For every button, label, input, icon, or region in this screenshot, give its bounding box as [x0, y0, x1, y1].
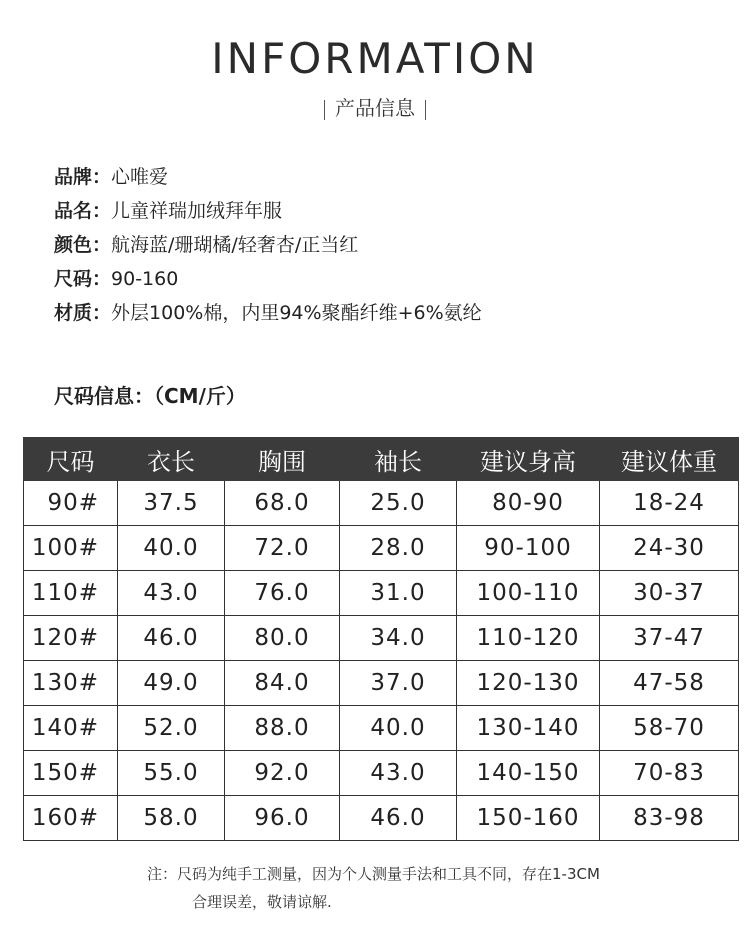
table-cell: 80.0 [225, 616, 340, 661]
table-row [24, 616, 739, 661]
info-value: 航海蓝/珊瑚橘/轻奢杏/正当红 [111, 234, 359, 256]
subtitle-text: 产品信息 [335, 96, 415, 120]
table-row [24, 661, 739, 706]
info-value: 90-160 [111, 268, 179, 290]
table-cell: 46.0 [118, 616, 225, 661]
table-cell: 24-30 [600, 526, 739, 571]
table-cell: 140# [24, 706, 118, 751]
table-header-row [24, 438, 739, 481]
table-cell: 76.0 [225, 571, 340, 616]
table-cell: 52.0 [118, 706, 225, 751]
table-cell: 130-140 [457, 706, 600, 751]
table-cell: 110# [24, 571, 118, 616]
table-row [24, 526, 739, 571]
table-cell: 72.0 [225, 526, 340, 571]
table-cell: 30-37 [600, 571, 739, 616]
table-cell: 150-160 [457, 796, 600, 841]
table-cell: 43.0 [118, 571, 225, 616]
table-cell: 25.0 [340, 481, 457, 526]
column-header: 衣长 [118, 438, 225, 481]
column-header: 尺码 [24, 438, 118, 481]
table-cell: 46.0 [340, 796, 457, 841]
table-cell: 96.0 [225, 796, 340, 841]
info-label: 材质： [54, 302, 112, 324]
table-cell: 100# [24, 526, 118, 571]
table-cell: 55.0 [118, 751, 225, 796]
measurement-note [147, 860, 600, 916]
table-cell: 83-98 [600, 796, 739, 841]
table-cell: 84.0 [225, 661, 340, 706]
info-row-brand [54, 162, 482, 196]
table-cell: 58.0 [118, 796, 225, 841]
table-cell: 90# [24, 481, 118, 526]
info-label: 品牌： [54, 166, 112, 188]
size-info-heading: 尺码信息：（CM/斤） [54, 384, 246, 408]
table-row [24, 796, 739, 841]
info-label: 颜色： [54, 234, 112, 256]
table-row [24, 481, 739, 526]
info-row-material [54, 298, 482, 332]
info-row-size [54, 264, 482, 298]
table-cell: 88.0 [225, 706, 340, 751]
product-info [54, 162, 482, 332]
divider-left [324, 100, 325, 120]
table-cell: 100-110 [457, 571, 600, 616]
table-cell: 68.0 [225, 481, 340, 526]
column-header: 建议体重 [600, 438, 739, 481]
column-header: 建议身高 [457, 438, 600, 481]
info-label: 尺码： [54, 268, 112, 290]
table-cell: 80-90 [457, 481, 600, 526]
table-cell: 58-70 [600, 706, 739, 751]
page-title: INFORMATION [211, 34, 539, 83]
table-cell: 110-120 [457, 616, 600, 661]
note-line: 合理误差，敬请谅解. [192, 893, 332, 911]
table-row [24, 706, 739, 751]
table-cell: 160# [24, 796, 118, 841]
table-cell: 31.0 [340, 571, 457, 616]
table-cell: 120-130 [457, 661, 600, 706]
table-cell: 34.0 [340, 616, 457, 661]
table-cell: 150# [24, 751, 118, 796]
table-cell: 140-150 [457, 751, 600, 796]
size-table [23, 437, 739, 841]
info-value: 儿童祥瑞加绒拜年服 [111, 200, 283, 222]
table-row [24, 751, 739, 796]
table-cell: 18-24 [600, 481, 739, 526]
table-cell: 92.0 [225, 751, 340, 796]
table-cell: 37.0 [340, 661, 457, 706]
table-cell: 37-47 [600, 616, 739, 661]
table-cell: 49.0 [118, 661, 225, 706]
info-row-color [54, 230, 482, 264]
column-header: 胸围 [225, 438, 340, 481]
table-cell: 120# [24, 616, 118, 661]
table-cell: 28.0 [340, 526, 457, 571]
table-cell: 90-100 [457, 526, 600, 571]
info-value: 心唯爱 [111, 166, 169, 188]
info-row-name [54, 196, 482, 230]
table-row [24, 571, 739, 616]
info-value: 外层100%棉，内里94%聚酯纤维+6%氨纶 [111, 302, 482, 324]
table-cell: 40.0 [118, 526, 225, 571]
table-cell: 130# [24, 661, 118, 706]
table-cell: 43.0 [340, 751, 457, 796]
table-cell: 47-58 [600, 661, 739, 706]
note-line: 注：尺码为纯手工测量，因为个人测量手法和工具不同，存在1-3CM [147, 865, 600, 883]
page-subtitle [0, 92, 750, 121]
table-cell: 40.0 [340, 706, 457, 751]
table-cell: 70-83 [600, 751, 739, 796]
column-header: 袖长 [340, 438, 457, 481]
divider-right [425, 100, 426, 120]
info-label: 品名： [54, 200, 112, 222]
table-cell: 37.5 [118, 481, 225, 526]
